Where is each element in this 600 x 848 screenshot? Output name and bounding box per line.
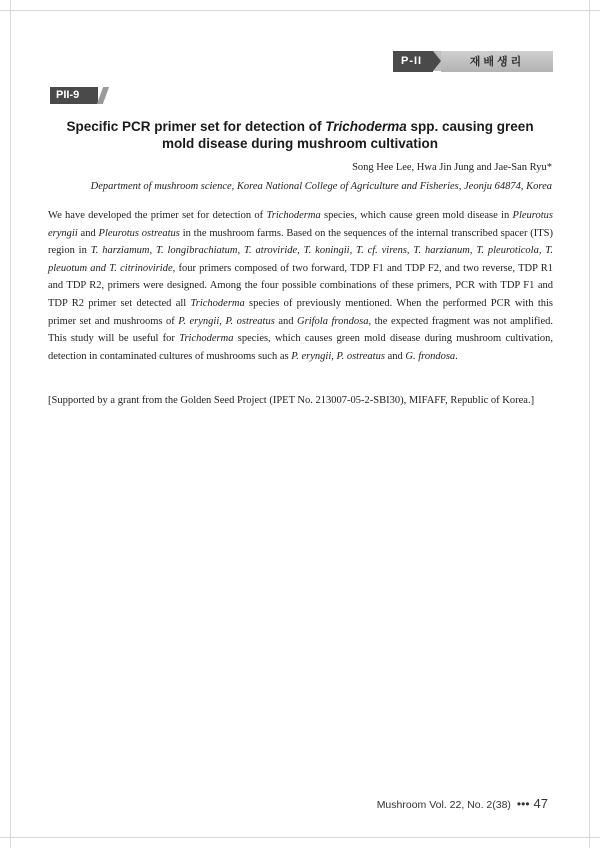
session-code-badge: PII-9	[50, 87, 98, 104]
text-segment: P. eryngii	[291, 350, 332, 362]
text-segment: T. harziamum, T. longibrachiatum, T. atroviride, T. koningii, T. cf. virens, T. harzianum, T. pleuroticola, T. pleuotum and T. citrinoviride	[48, 245, 553, 274]
frame-line-left	[10, 0, 11, 848]
chevron-right-icon	[433, 51, 441, 71]
paper-title	[50, 118, 550, 152]
text-segment: P. ostreatus	[336, 350, 385, 362]
text-segment: We have developed the primer set for detection of	[48, 210, 267, 221]
text-segment: Trichoderma	[179, 333, 234, 345]
affiliation: Department of mushroom science, Korea National College of Agriculture and Fisheries, Jeonju 64874, Korea	[90, 181, 552, 192]
text-segment: P. eryngii	[178, 315, 220, 327]
text-segment: species, which causes green mold disease during mushroom cultivation, detection in contaminated cultures of mushrooms such as	[48, 333, 553, 362]
text-segment: in the mushroom farms. Based on the sequences of the internal transcribed spacer (ITS) region in	[48, 227, 554, 257]
text-segment: and	[274, 315, 298, 327]
text-segment: species of previously mentioned. When the performed PCR with this primer set and mushrooms of	[48, 297, 554, 327]
journal-reference: Mushroom Vol. 22, No. 2(38)	[376, 799, 511, 811]
badge-tail-decoration	[97, 87, 109, 104]
text-segment: .	[455, 350, 458, 362]
text-segment: , four primers composed of two forward, TDP F1 and TDP F2, and two reverse, TDP R1 and TDP R2, primers were designed. Among the four possible combinations of these primers, PCR with TDP F1 and TDP R2 primer set detected all	[48, 262, 553, 309]
section-header-tab	[393, 51, 553, 72]
text-segment: species, which cause green mold disease in	[320, 210, 513, 221]
frame-line-top	[0, 10, 600, 11]
frame-line-right	[589, 0, 590, 848]
text-segment: and	[77, 227, 99, 239]
page-number: 47	[533, 796, 548, 811]
text-segment: Pleurotus eryngii	[48, 210, 553, 239]
text-segment: , the expected fragment was not amplified. This study will be useful for	[48, 315, 553, 345]
text-segment: Trichoderma	[190, 297, 245, 309]
section-code: P-II	[393, 51, 433, 72]
page-footer	[377, 796, 548, 811]
text-segment: Pleurotus ostreatus	[98, 227, 180, 239]
text-segment: spp. causing green mold disease during mushroom cultivation	[161, 119, 534, 151]
text-segment: P. ostreatus	[225, 315, 275, 327]
footer-separator: •••	[516, 797, 530, 811]
text-segment: Grifola frondosa	[297, 315, 369, 327]
text-segment: G. frondosa	[405, 350, 456, 362]
abstract	[48, 207, 553, 365]
frame-line-bottom	[0, 837, 600, 838]
text-segment: Trichoderma	[266, 210, 321, 221]
authors: Song Hee Lee, Hwa Jin Jung and Jae-San Ryu*	[352, 162, 552, 173]
text-segment: and	[384, 350, 406, 362]
text-segment: Trichoderma	[325, 119, 407, 134]
funding-note: [Supported by a grant from the Golden Seed Project (IPET No. 213007-05-2-SBI30), MIFAFF, Republic of Korea.]	[48, 395, 535, 406]
text-segment: ,	[219, 315, 226, 327]
section-title: 재배생리	[441, 51, 553, 72]
text-segment: ,	[331, 350, 337, 362]
text-segment: Specific PCR primer set for detection of	[66, 119, 326, 134]
